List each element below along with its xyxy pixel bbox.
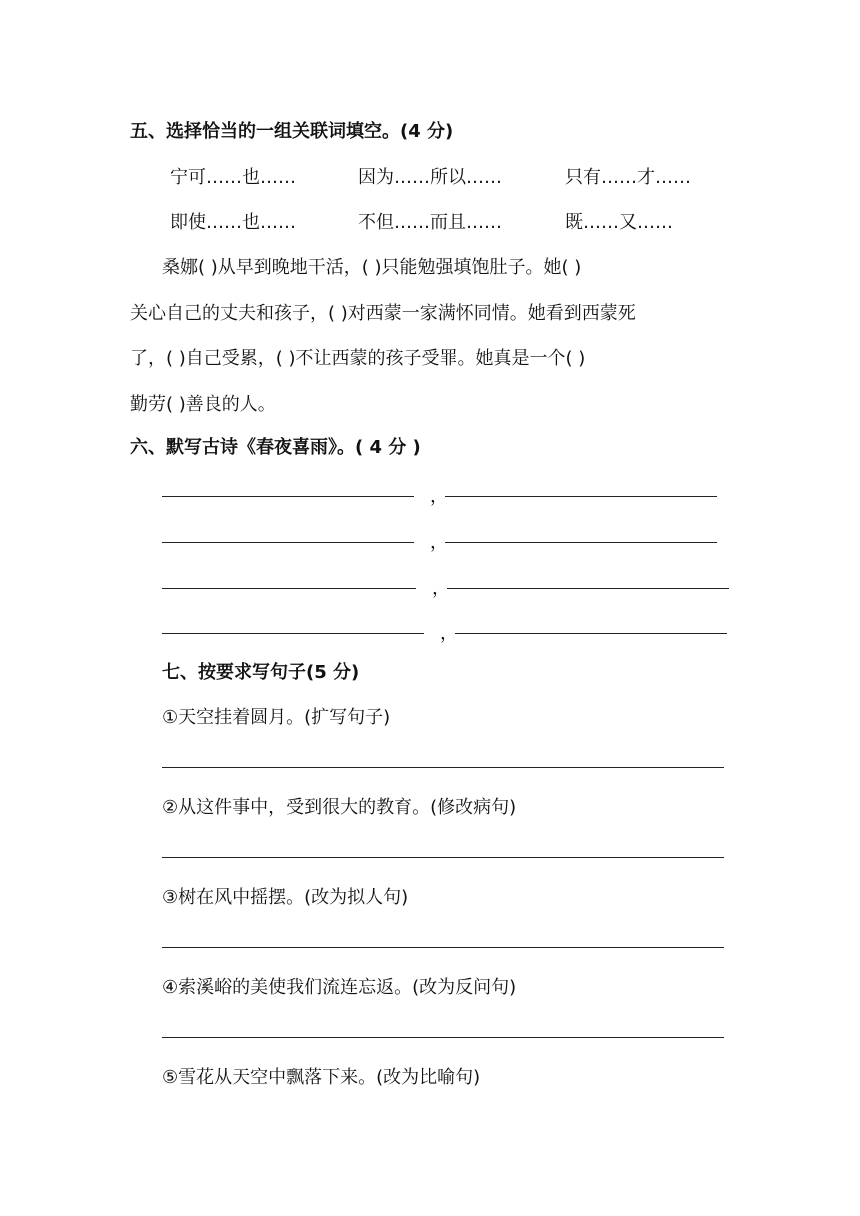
passage-line-2: 关心自己的丈夫和孩子，( )对西蒙一家满怀同情。她看到西蒙死 bbox=[130, 303, 636, 324]
option-3: 只有……才…… bbox=[565, 167, 691, 188]
option-5: 不但……而且…… bbox=[358, 212, 502, 233]
poem-blank-1a[interactable] bbox=[162, 496, 414, 497]
poem-comma-3: ， bbox=[432, 578, 450, 599]
section7-title: 七、按要求写句子(5 分) bbox=[162, 662, 360, 683]
poem-blank-2a[interactable] bbox=[162, 542, 414, 543]
poem-blank-4a[interactable] bbox=[162, 633, 424, 634]
option-1: 宁可……也…… bbox=[170, 167, 296, 188]
passage-line-3: 了，( )自己受累，( )不让西蒙的孩子受罪。她真是一个( ) bbox=[130, 348, 586, 369]
sentence-task-1: ①天空挂着圆月。(扩写句子) bbox=[162, 707, 391, 728]
sentence-task-3: ③树在风中摇摆。(改为拟人句) bbox=[162, 887, 409, 908]
answer-line-1[interactable] bbox=[162, 767, 724, 768]
option-6: 既……又…… bbox=[565, 212, 673, 233]
poem-blank-4b[interactable] bbox=[455, 633, 727, 634]
answer-line-3[interactable] bbox=[162, 947, 724, 948]
sentence-task-5: ⑤雪花从天空中飘落下来。(改为比喻句) bbox=[162, 1067, 481, 1088]
poem-blank-2b[interactable] bbox=[445, 542, 717, 543]
poem-comma-1: ， bbox=[430, 486, 448, 507]
sentence-task-4: ④索溪峪的美使我们流连忘返。(改为反问句) bbox=[162, 977, 517, 998]
answer-line-4[interactable] bbox=[162, 1037, 724, 1038]
poem-blank-3a[interactable] bbox=[162, 588, 416, 589]
answer-line-2[interactable] bbox=[162, 857, 724, 858]
poem-comma-2: ， bbox=[430, 532, 448, 553]
option-4: 即使……也…… bbox=[170, 212, 296, 233]
option-2: 因为……所以…… bbox=[358, 167, 502, 188]
poem-comma-4: ， bbox=[440, 623, 458, 644]
poem-blank-1b[interactable] bbox=[445, 496, 717, 497]
sentence-task-2: ②从这件事中，受到很大的教育。(修改病句) bbox=[162, 797, 517, 818]
passage-line-1: 桑娜( )从早到晚地干活，( )只能勉强填饱肚子。她( ) bbox=[162, 257, 582, 278]
poem-blank-3b[interactable] bbox=[447, 588, 729, 589]
passage-line-4: 勤劳( )善良的人。 bbox=[130, 394, 276, 415]
section6-title: 六、默写古诗《春夜喜雨》。( 4 分 ) bbox=[130, 437, 421, 458]
section5-title: 五、选择恰当的一组关联词填空。(4 分) bbox=[130, 121, 454, 142]
